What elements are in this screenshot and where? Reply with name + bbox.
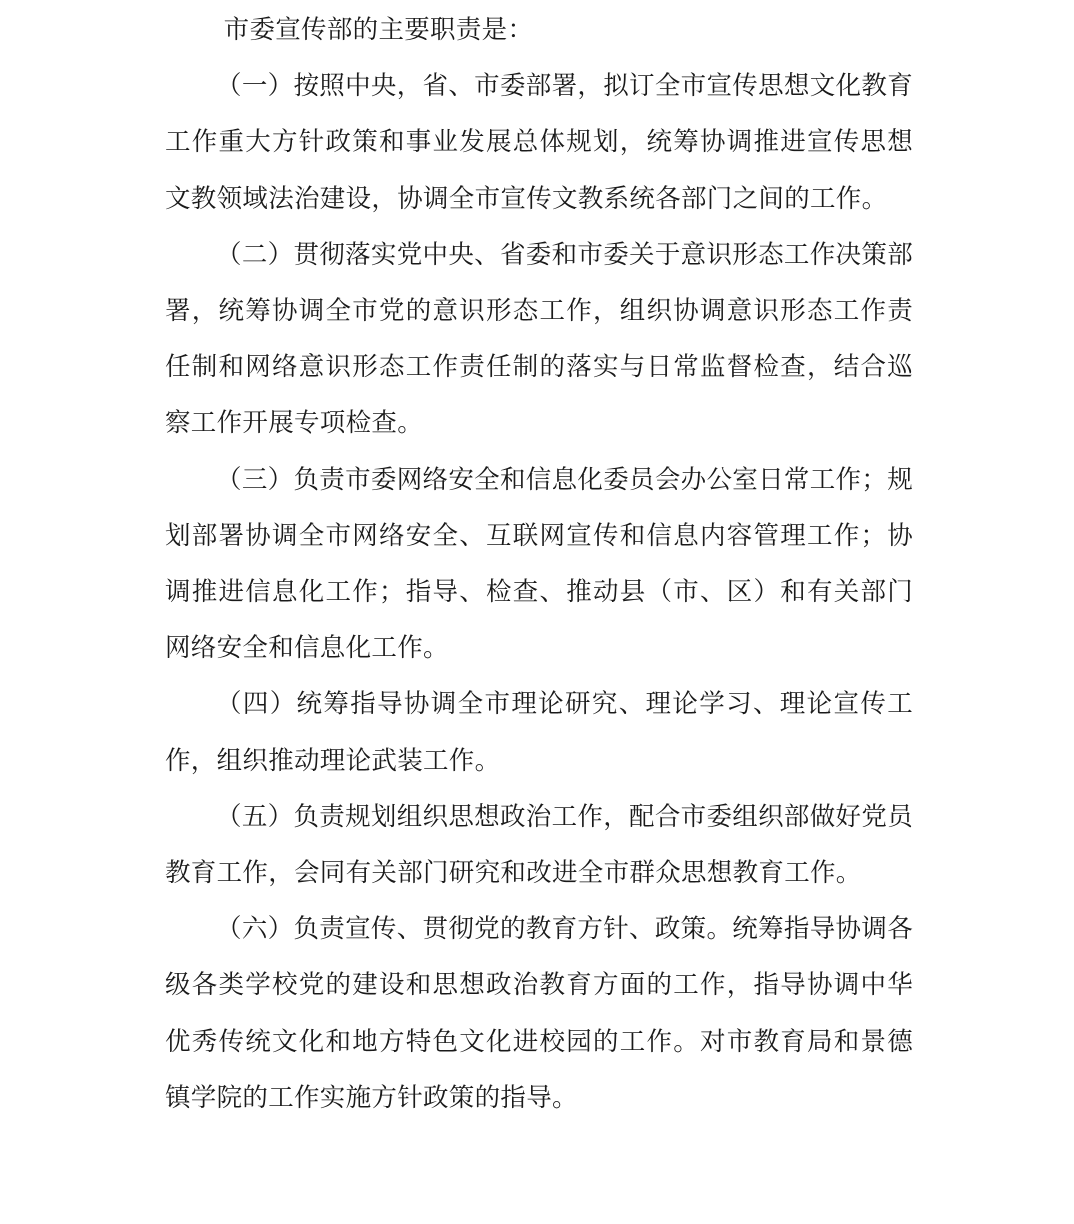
duty-paragraph-4: （四）统筹指导协调全市理论研究、理论学习、理论宣传工作，组织推动理论武装工作。 [165, 689, 913, 776]
document-body [165, 2, 913, 1126]
duty-paragraph-5: （五）负责规划组织思想政治工作，配合市委组织部做好党员教育工作，会同有关部门研究和改进全市群众思想教育工作。 [165, 801, 913, 889]
duty-paragraph-3: （三）负责市委网络安全和信息化委员会办公室日常工作；规划部署协调全市网络安全、互联网宣传和信息内容管理工作；协调推进信息化工作；指导、检查、推动县（市、区）和有关部门网络安全和信息化工作。 [165, 464, 913, 664]
duty-paragraph-6: （六）负责宣传、贯彻党的教育方针、政策。统筹指导协调各级各类学校党的建设和思想政治教育方面的工作，指导协调中华优秀传统文化和地方特色文化进校园的工作。对市教育局和景德镇学院的工作实施方针政策的指导。 [165, 914, 913, 1113]
duty-paragraph-1: （一）按照中央，省、市委部署，拟订全市宣传思想文化教育工作重大方针政策和事业发展总体规划，统筹协调推进宣传思想文教领域法治建设，协调全市宣传文教系统各部门之间的工作。 [165, 71, 913, 214]
intro-line: 市委宣传部的主要职责是： [223, 15, 534, 45]
duty-paragraph-2: （二）贯彻落实党中央、省委和市委关于意识形态工作决策部署，统筹协调全市党的意识形态工作，组织协调意识形态工作责任制和网络意识形态工作责任制的落实与日常监督检查，结合巡察工作开展专项检查。 [165, 239, 913, 439]
